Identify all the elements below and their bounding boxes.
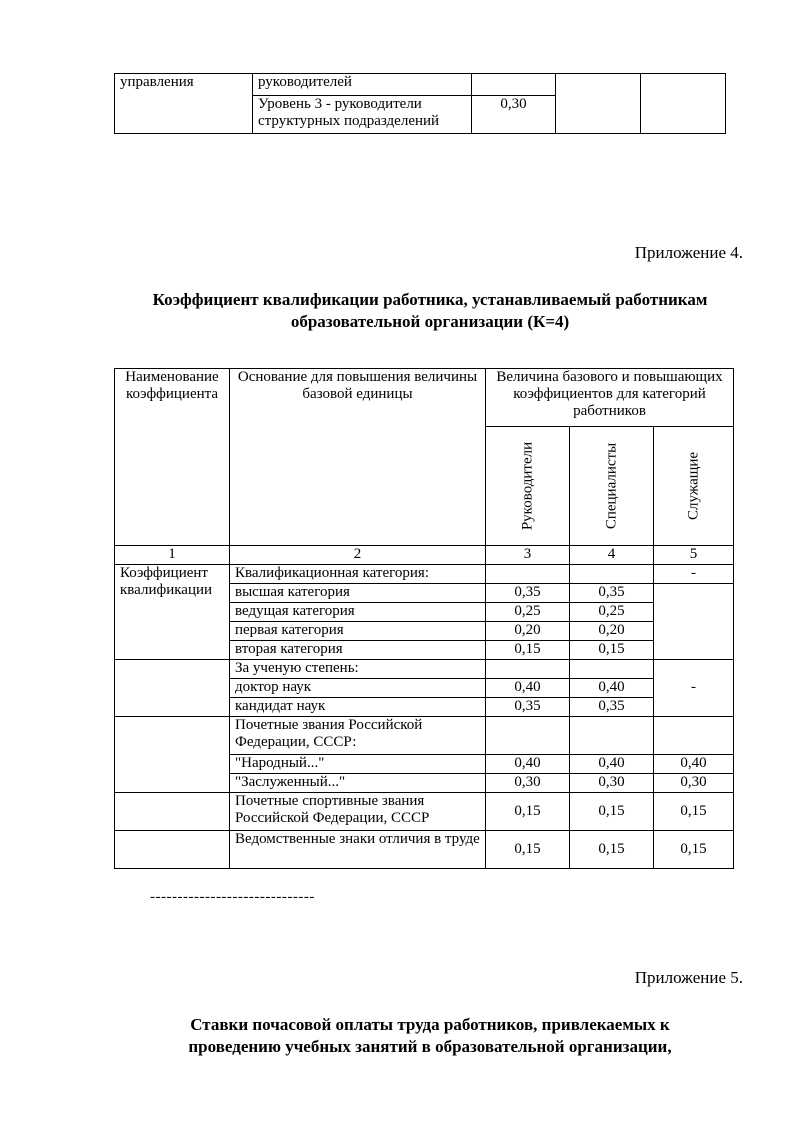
top-cell-r1c3 (472, 74, 556, 96)
row-c3: 0,40 (486, 755, 570, 774)
top-cell-r1c1: управления (115, 74, 253, 134)
row-c3: 0,20 (486, 622, 570, 641)
row-c4 (570, 660, 654, 679)
separator: ------------------------------ (150, 889, 315, 905)
row-c5 (654, 660, 734, 679)
row-c5: 0,40 (654, 755, 734, 774)
col-number-1: 1 (115, 546, 230, 565)
coefficient-table (114, 368, 734, 869)
appendix5-label: Приложение 5. (634, 968, 743, 987)
row-c5 (654, 717, 734, 755)
top-cell-c5 (641, 74, 726, 134)
row-c3: 0,15 (486, 641, 570, 660)
row-c4: 0,20 (570, 622, 654, 641)
row-c4: 0,30 (570, 774, 654, 793)
row-c4: 0,40 (570, 755, 654, 774)
row-c4: 0,15 (570, 793, 654, 831)
row-basis: Квалификационная категория: (230, 565, 486, 584)
table-row (115, 831, 734, 869)
empty-name-cell (115, 831, 230, 869)
row-c5: 0,30 (654, 774, 734, 793)
empty-name-cell (115, 793, 230, 831)
table-row (115, 565, 734, 584)
row-c3 (486, 565, 570, 584)
row-c4 (570, 717, 654, 755)
header-specialists (570, 427, 654, 546)
col-number-4: 4 (570, 546, 654, 565)
row-c4: 0,40 (570, 679, 654, 698)
top-cell-r1c2: руководителей (253, 74, 472, 96)
row-c5 (654, 584, 734, 603)
row-c4: 0,15 (570, 831, 654, 869)
header-employees (654, 427, 734, 546)
row-c5 (654, 622, 734, 641)
row-c3: 0,15 (486, 831, 570, 869)
row-c4: 0,35 (570, 584, 654, 603)
appendix4-title-line1: Коэффициент квалификации работника, устанавливаемый работникам (152, 290, 708, 309)
row-c3 (486, 717, 570, 755)
header-name: Наименование коэффициента (115, 369, 230, 546)
row-basis: доктор наук (230, 679, 486, 698)
row-c5 (654, 698, 734, 717)
row-c5: - (654, 679, 734, 698)
appendix5-title (100, 1014, 760, 1058)
empty-name-cell (115, 717, 230, 793)
appendix5-title-line1: Ставки почасовой оплаты труда работников, привлекаемых к (190, 1015, 670, 1034)
row-c5: 0,15 (654, 831, 734, 869)
row-c5: - (654, 565, 734, 584)
header-basis: Основание для повышения величины базовой единицы (230, 369, 486, 546)
header-value: Величина базового и повышающих коэффициентов для категорий работников (486, 369, 734, 427)
row-basis: высшая категория (230, 584, 486, 603)
top-table (114, 73, 726, 134)
row-basis: Почетные звания Российской Федерации, СССР: (230, 717, 486, 755)
row-basis: вторая категория (230, 641, 486, 660)
top-cell-r2c3: 0,30 (472, 96, 556, 134)
header-employees-text: Служащие (685, 451, 701, 521)
row-c3: 0,15 (486, 793, 570, 831)
row-c4: 0,35 (570, 698, 654, 717)
row-basis: За ученую степень: (230, 660, 486, 679)
row-c5 (654, 603, 734, 622)
row-c3: 0,35 (486, 698, 570, 717)
col-number-3: 3 (486, 546, 570, 565)
row-c3: 0,40 (486, 679, 570, 698)
row-c5 (654, 641, 734, 660)
table-row (115, 717, 734, 755)
row-c3: 0,30 (486, 774, 570, 793)
row-c4: 0,15 (570, 641, 654, 660)
top-cell-r2c2: Уровень 3 - руководители структурных подразделений (253, 96, 472, 134)
row-basis: ведущая категория (230, 603, 486, 622)
row-basis: Почетные спортивные звания Российской Федерации, СССР (230, 793, 486, 831)
row-basis: "Народный..." (230, 755, 486, 774)
appendix4-title (100, 289, 760, 333)
appendix4-title-line2: образовательной организации (К=4) (290, 312, 570, 331)
header-specialists-text: Специалисты (603, 442, 619, 530)
empty-name-cell (115, 660, 230, 717)
col-number-2: 2 (230, 546, 486, 565)
row-basis: кандидат наук (230, 698, 486, 717)
appendix4-label: Приложение 4. (634, 243, 743, 262)
header-managers (486, 427, 570, 546)
header-managers-text: Руководители (519, 441, 535, 531)
row-c3 (486, 660, 570, 679)
top-cell-c4 (556, 74, 641, 134)
row-c4: 0,25 (570, 603, 654, 622)
appendix5-title-line2: проведению учебных занятий в образовательной организации, (188, 1037, 672, 1056)
col-number-5: 5 (654, 546, 734, 565)
table-row (115, 793, 734, 831)
row-c4 (570, 565, 654, 584)
row-c5: 0,15 (654, 793, 734, 831)
row-basis: первая категория (230, 622, 486, 641)
row-basis: Ведомственные знаки отличия в труде (230, 831, 486, 869)
row-c3: 0,35 (486, 584, 570, 603)
row-basis: "Заслуженный..." (230, 774, 486, 793)
coef-name: Коэффициент квалификации (115, 565, 230, 660)
row-c3: 0,25 (486, 603, 570, 622)
table-row (115, 660, 734, 679)
